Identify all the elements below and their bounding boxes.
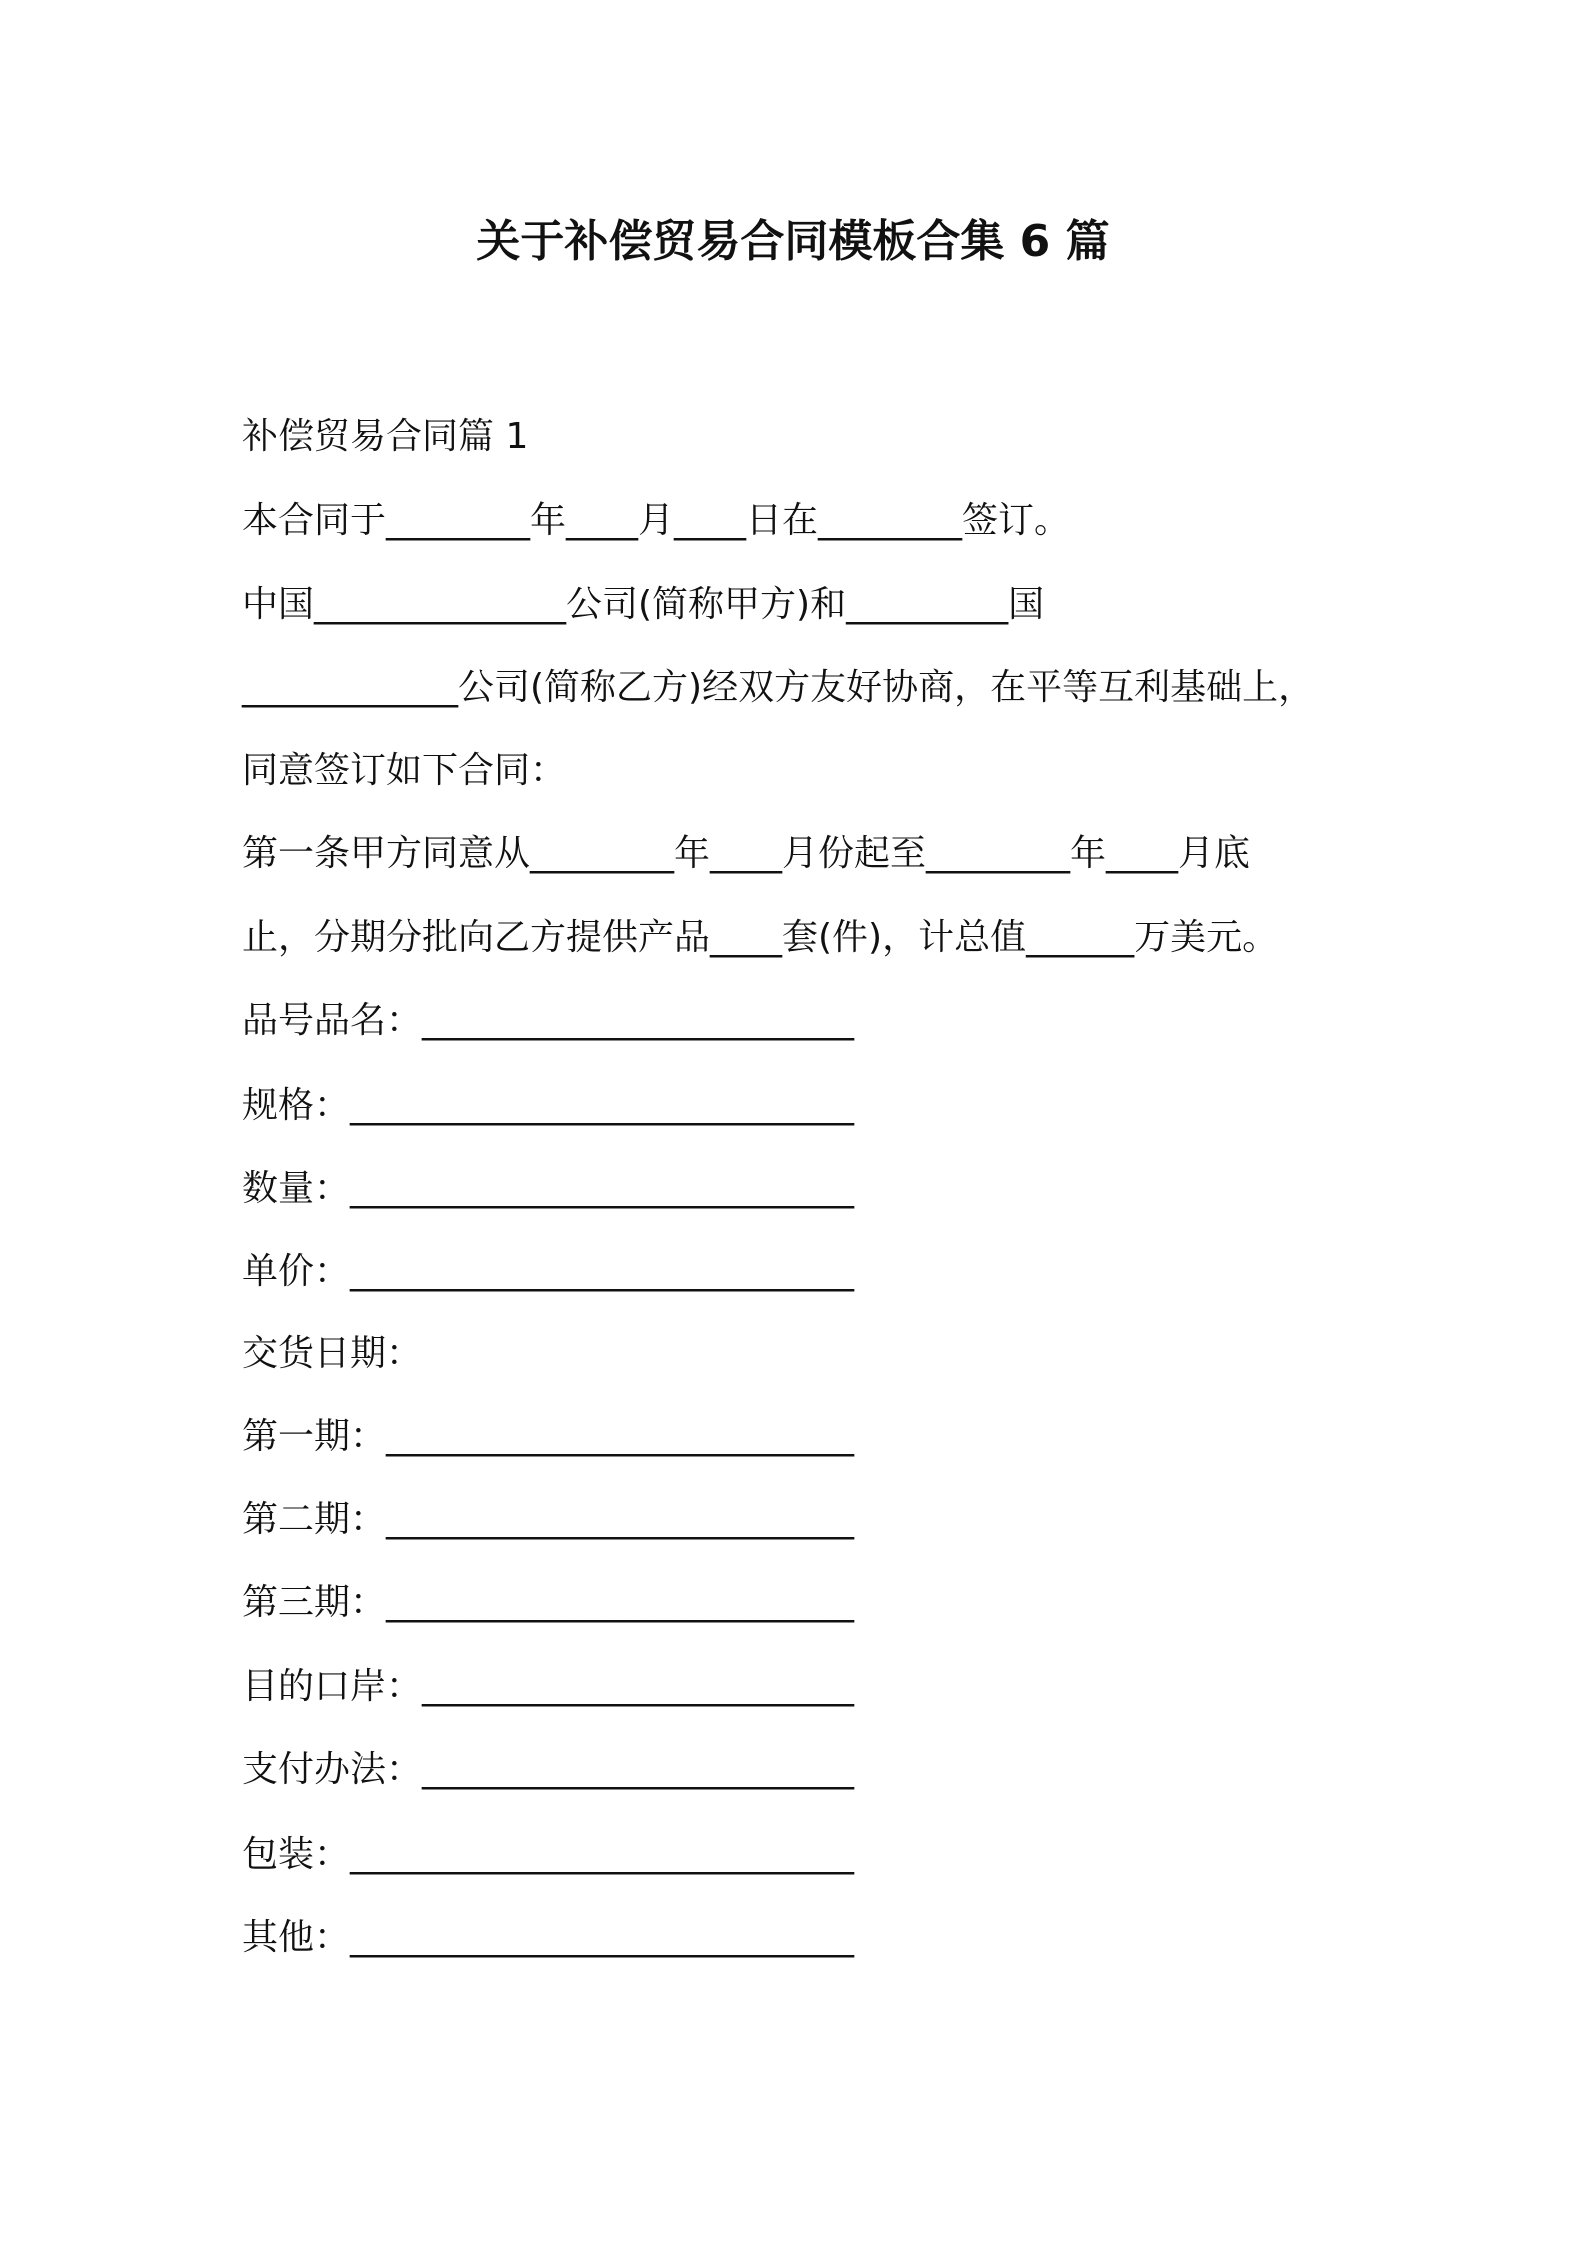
paragraph-line-3: ____________公司(简称乙方)经双方友好协商，在平等互利基础上， <box>242 667 1315 708</box>
field-quantity: 数量：____________________________ <box>242 1168 855 1209</box>
field-delivery-date: 交货日期： <box>242 1333 423 1374</box>
paragraph-line-5: 第一条甲方同意从________年____月份起至________年____月底 <box>242 833 1251 874</box>
document-title: 关于补偿贸易合同模板合集 6 篇 <box>476 216 1110 267</box>
paragraph-line-6: 止，分期分批向乙方提供产品____套(件)，计总值______万美元。 <box>242 917 1279 958</box>
field-phase-3: 第三期：__________________________ <box>242 1582 855 1623</box>
field-phase-2: 第二期：__________________________ <box>242 1499 855 1540</box>
field-phase-1: 第一期：__________________________ <box>242 1416 855 1457</box>
field-other: 其他：____________________________ <box>242 1917 855 1958</box>
field-destination-port: 目的口岸：________________________ <box>242 1666 855 1707</box>
field-packaging: 包装：____________________________ <box>242 1834 855 1875</box>
paragraph-line-4: 同意签订如下合同： <box>242 750 567 791</box>
field-unit-price: 单价：____________________________ <box>242 1251 855 1292</box>
field-payment-method: 支付办法：________________________ <box>242 1749 855 1790</box>
field-specification: 规格：____________________________ <box>242 1085 855 1126</box>
field-product-name: 品号品名：________________________ <box>242 1000 855 1041</box>
paragraph-line-1: 本合同于________年____月____日在________签订。 <box>242 500 1071 541</box>
section-heading: 补偿贸易合同篇 1 <box>242 416 529 457</box>
paragraph-line-2: 中国______________公司(简称甲方)和_________国 <box>242 584 1045 625</box>
